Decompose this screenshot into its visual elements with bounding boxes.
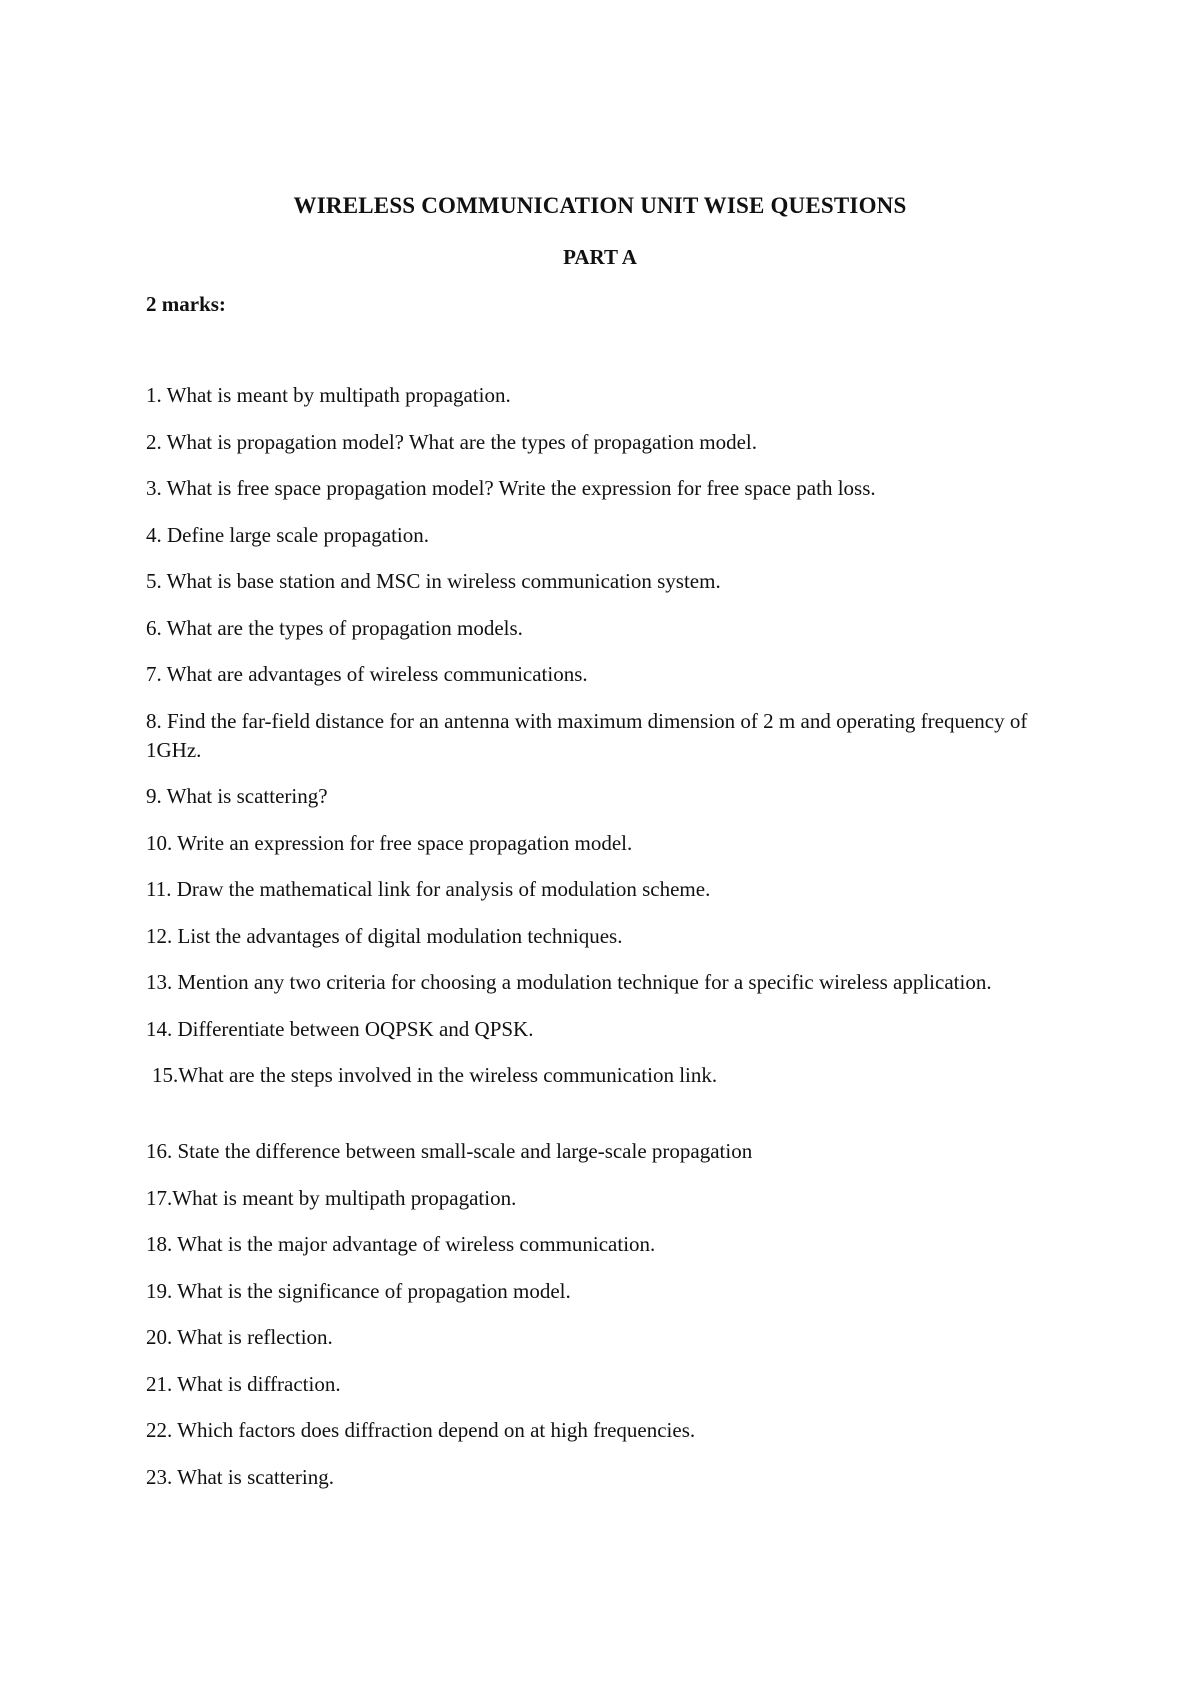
question-item: 12. List the advantages of digital modulation techniques. (146, 923, 623, 948)
question-item: 4. Define large scale propagation. (146, 522, 429, 547)
question-item: 16. State the difference between small-scale and large-scale propagation (146, 1139, 753, 1163)
question-item: 6. What are the types of propagation models. (146, 615, 523, 640)
question-item: 1. What is meant by multipath propagation. (146, 383, 511, 407)
question-item: 2. What is propagation model? What are the types of propagation model. (146, 429, 757, 454)
question-item: 14. Differentiate between OQPSK and QPSK. (146, 1016, 534, 1041)
question-item: 5. What is base station and MSC in wireless communication system. (146, 569, 721, 593)
question-item: 20. What is reflection. (146, 1325, 333, 1349)
question-item: 3. What is free space propagation model? Write the expression for free space path loss. (146, 476, 876, 500)
question-list (146, 381, 1066, 1509)
question-item: 15.What are the steps involved in the wireless communication link. (152, 1063, 718, 1087)
question-item: 22. Which factors does diffraction depend on at high frequencies. (146, 1418, 696, 1442)
question-item: 19. What is the significance of propagation model. (146, 1278, 571, 1303)
question-item: 7. What are advantages of wireless communications. (146, 662, 588, 686)
question-item: 10. Write an expression for free space propagation model. (146, 830, 633, 855)
question-item: 21. What is diffraction. (146, 1371, 341, 1396)
question-item: 11. Draw the mathematical link for analysis of modulation scheme. (146, 877, 711, 901)
question-item: 8. Find the far-field distance for an antenna with maximum dimension of 2 m and operating frequency of 1GHz. (146, 708, 1028, 762)
question-item: 9. What is scattering? (146, 784, 328, 808)
question-item: 13. Mention any two criteria for choosing a modulation technique for a specific wireless application. (146, 970, 992, 994)
question-item: 18. What is the major advantage of wireless communication. (146, 1232, 656, 1256)
question-item: 17.What is meant by multipath propagation. (146, 1185, 517, 1210)
marks-heading: 2 marks: (146, 292, 226, 316)
document-title: WIRELESS COMMUNICATION UNIT WISE QUESTIONS (293, 193, 907, 218)
part-heading: PART A (563, 245, 637, 269)
question-item: 23. What is scattering. (146, 1464, 334, 1489)
